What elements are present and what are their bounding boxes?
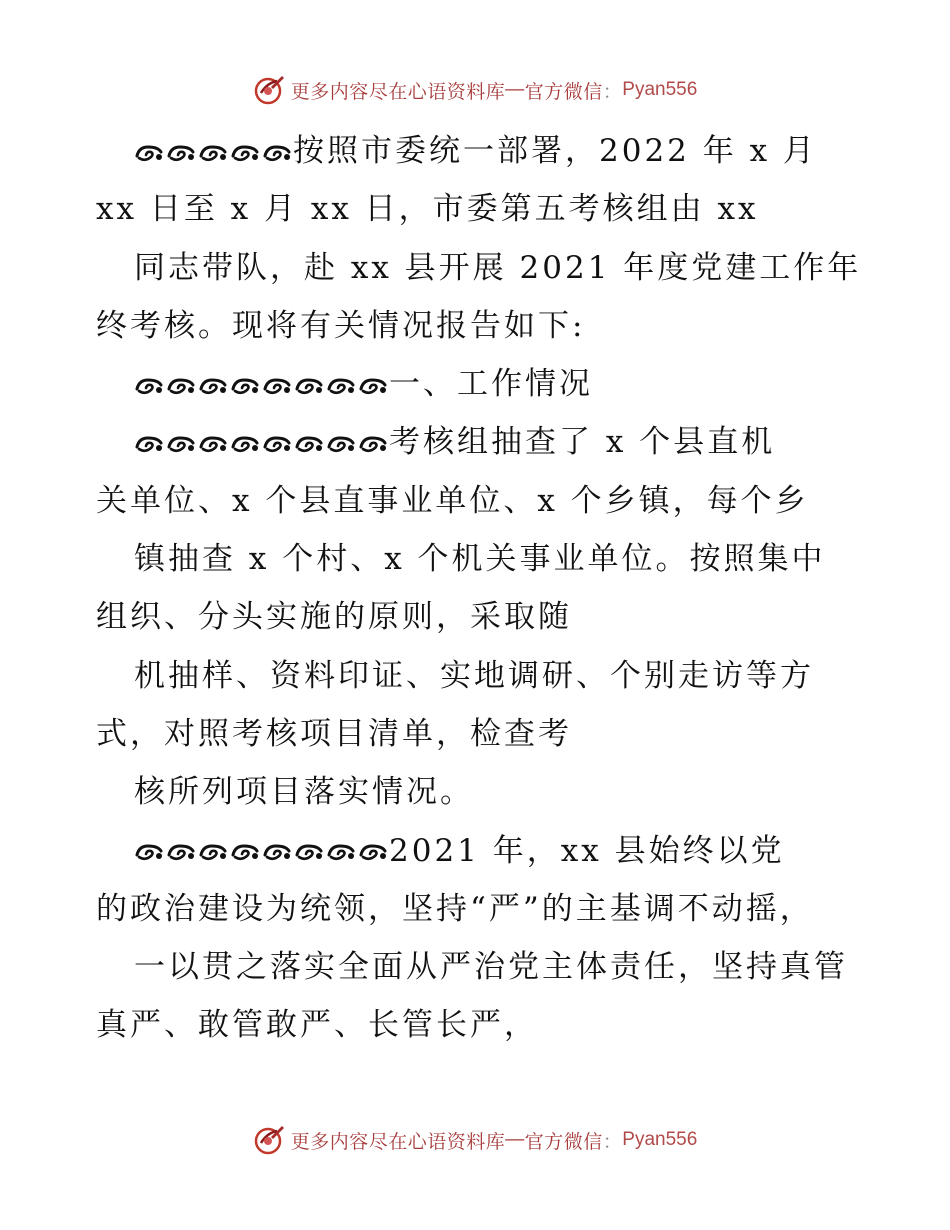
doc-line: [96, 705, 866, 763]
doc-line: [96, 472, 866, 530]
doc-line: [96, 647, 866, 705]
doc-line: [96, 996, 866, 1054]
watermark-header: [0, 73, 950, 107]
ornament-icon: [134, 375, 165, 397]
doc-line: [96, 355, 866, 413]
watermark-dash: —: [505, 79, 525, 100]
ornament-icon: [358, 841, 389, 863]
ornament-group: [134, 142, 293, 164]
ornament-icon: [198, 433, 229, 455]
ornament-icon: [294, 433, 325, 455]
doc-line-text: 的政治建设为统领，坚持“严”的主基调不动摇，: [96, 890, 814, 927]
ornament-icon: [166, 142, 197, 164]
watermark-wechat-id: Pyan556: [622, 1129, 698, 1150]
ornament-icon: [262, 433, 293, 455]
document-body: [96, 122, 866, 1055]
doc-line-text: 真严、敢管敢严、长管长严，: [96, 1007, 538, 1044]
ornament-icon: [134, 841, 165, 863]
ornament-icon: [198, 375, 229, 397]
doc-line: [96, 822, 866, 880]
doc-line: [96, 122, 866, 180]
watermark-text: 更多内容尽在心语资料库: [290, 81, 506, 103]
ornament-icon: [134, 433, 165, 455]
watermark-separator: ：: [602, 1131, 623, 1153]
ornament-icon: [326, 433, 357, 455]
ornament-icon: [262, 375, 293, 397]
doc-line-text: 式，对照考核项目清单，检查考: [96, 715, 572, 752]
doc-line-text: 组织、分头实施的原则，采取随: [96, 599, 572, 636]
ornament-group: [134, 841, 389, 863]
ornament-icon: [230, 375, 261, 397]
ornament-icon: [358, 375, 389, 397]
watermark-label: 官方微信: [524, 1131, 603, 1153]
doc-line: [96, 180, 866, 238]
red-pen-swirl-logo-icon: [253, 73, 287, 107]
ornament-icon: [358, 433, 389, 455]
ornament-group: [134, 375, 389, 397]
doc-line: [96, 588, 866, 646]
doc-line: [96, 297, 866, 355]
ornament-icon: [134, 142, 165, 164]
doc-line-text: 镇抽查 x 个村、x 个机关事业单位。按照集中: [134, 541, 826, 578]
ornament-icon: [294, 375, 325, 397]
doc-line-text: 机抽样、资料印证、实地调研、个别走访等方: [134, 657, 814, 694]
watermark-dash: —: [505, 1129, 525, 1150]
ornament-icon: [166, 375, 197, 397]
doc-line: [96, 413, 866, 471]
section-heading: 一、工作情况: [389, 366, 593, 403]
doc-line: [96, 880, 866, 938]
ornament-icon: [230, 433, 261, 455]
watermark-footer: [0, 1123, 950, 1157]
doc-line: [96, 938, 866, 996]
watermark-wechat-id: Pyan556: [622, 79, 698, 100]
ornament-group: [134, 433, 389, 455]
doc-line-text: 考核组抽查了 x 个县直机: [389, 424, 776, 461]
ornament-icon: [326, 375, 357, 397]
watermark-label: 官方微信: [524, 81, 603, 103]
ornament-icon: [198, 841, 229, 863]
doc-line-text: 2021 年，xx 县始终以党: [389, 832, 785, 869]
doc-line-text: 终考核。现将有关情况报告如下:: [96, 307, 586, 344]
watermark-text: 更多内容尽在心语资料库: [290, 1131, 506, 1153]
doc-line-text: 一以贯之落实全面从严治党主体责任，坚持真管: [134, 949, 848, 986]
doc-line-text: xx 日至 x 月 xx 日，市委第五考核组由 xx: [96, 191, 759, 228]
doc-line: [96, 530, 866, 588]
ornament-icon: [262, 142, 293, 164]
ornament-icon: [230, 142, 261, 164]
doc-line-text: 同志带队，赴 xx 县开展 2021 年度党建工作年: [134, 249, 862, 286]
watermark-separator: ：: [602, 81, 623, 103]
ornament-icon: [166, 433, 197, 455]
ornament-icon: [230, 841, 261, 863]
ornament-icon: [294, 841, 325, 863]
ornament-icon: [198, 142, 229, 164]
doc-line: [96, 239, 866, 297]
doc-line: [96, 763, 866, 821]
ornament-icon: [262, 841, 293, 863]
doc-line-text: 核所列项目落实情况。: [134, 774, 474, 811]
ornament-icon: [326, 841, 357, 863]
doc-line-text: 按照市委统一部署，2022 年 x 月: [293, 133, 817, 169]
red-pen-swirl-logo-icon: [253, 1123, 287, 1157]
ornament-icon: [166, 841, 197, 863]
doc-line-text: 关单位、x 个县直事业单位、x 个乡镇，每个乡: [96, 482, 809, 519]
